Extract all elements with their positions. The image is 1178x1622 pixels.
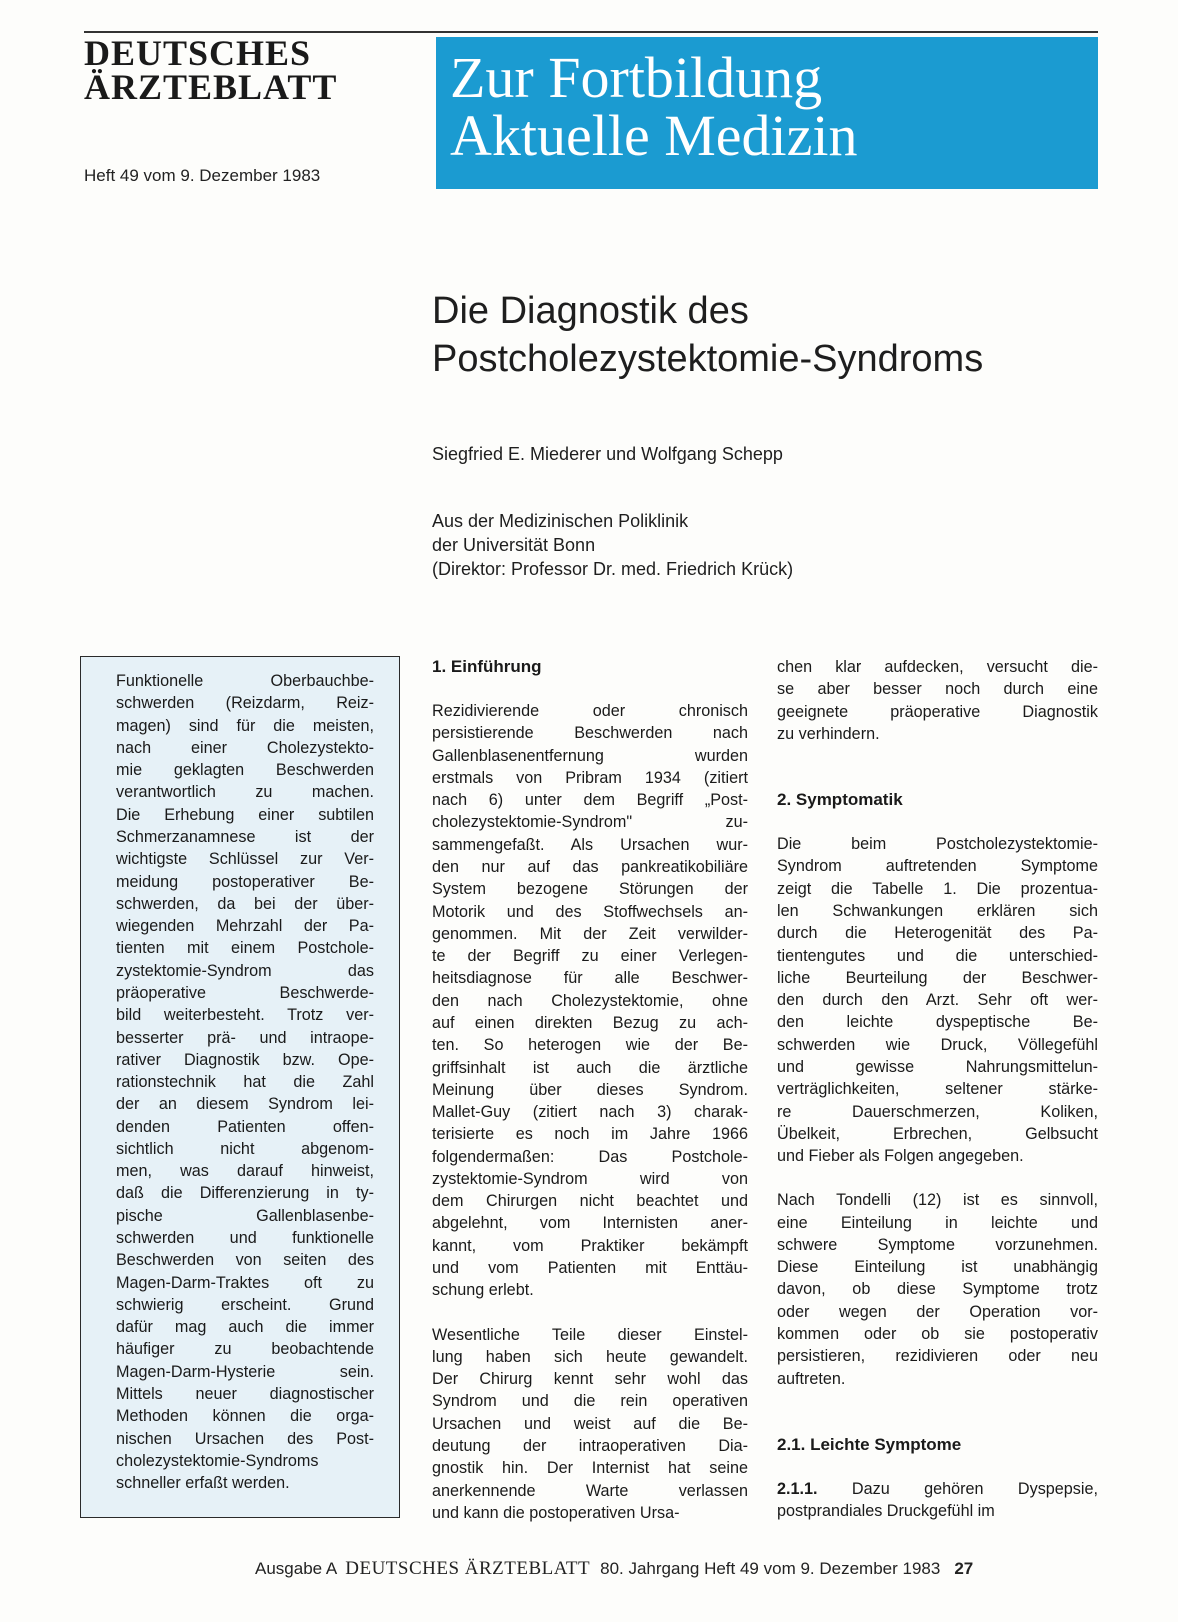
abstract-text (116, 670, 374, 1494)
text-line: magen) sind für die meisten, (116, 716, 374, 735)
text-line: sichtlich nicht abgenom- (116, 1139, 374, 1158)
text-line: persistierende Beschwerden nach (432, 724, 748, 743)
text-line: schwerden wie Druck, Völlegefühl (777, 1035, 1098, 1054)
text-line: bild weiterbesteht. Trotz ver- (116, 1006, 374, 1025)
text-line: verträglichkeiten, seltener stärke- (777, 1080, 1098, 1099)
text-line: meidung postoperativer Be- (116, 872, 374, 891)
text-line: oder wegen der Operation vor- (777, 1302, 1098, 1321)
text-line: len Schwankungen erklären sich (777, 901, 1098, 920)
text-line: und vom Patienten mit Enttäu- (432, 1259, 748, 1278)
page-footer (255, 1558, 1098, 1580)
text-line: Rezidivierende oder chronisch (432, 702, 748, 720)
text-line: präoperative Beschwerde- (116, 983, 374, 1002)
text-line: persistieren, rezidivieren oder neu (777, 1347, 1098, 1366)
text-line: Syndrom auftretenden Symptome (777, 857, 1098, 876)
text-line: sammengefaßt. Als Ursachen wur- (432, 835, 748, 854)
text-line: schwere Symptome vorzunehmen. (777, 1235, 1098, 1254)
text-line: Methoden können die orga- (116, 1407, 374, 1426)
text-line: auftreten. (777, 1369, 846, 1388)
text-line: daß die Differenzierung in ty- (116, 1184, 374, 1203)
text-line: dafür mag auch die immer (116, 1318, 374, 1337)
text-line: Schmerzanamnese ist der (116, 827, 374, 846)
text-line: Die beim Postcholezystektomie- (777, 835, 1098, 854)
text-line: geeignete präoperative Diagnostik (777, 702, 1098, 721)
affiliation-line: (Direktor: Professor Dr. med. Friedrich Krück) (432, 559, 794, 579)
footer-volume: 80. Jahrgang Heft 49 vom 9. Dezember 1983 (600, 1559, 941, 1578)
text-line: postprandiales Druckgefühl im (777, 1502, 995, 1521)
text-line: zeigt die Tabelle 1. Die prozentua- (777, 879, 1098, 898)
article-title-line2: Postcholezystektomie-Syndroms (432, 338, 984, 380)
paragraph (432, 1324, 748, 1525)
footer-journal: DEUTSCHES ÄRZTEBLATT (345, 1558, 591, 1579)
section-heading-introduction: 1. Einführung (432, 657, 542, 676)
text-line: den durch den Arzt. Sehr oft wer- (777, 991, 1098, 1010)
text-line: pische Gallenblasenbe- (116, 1206, 374, 1225)
text-line: Beschwerden von seiten des (116, 1251, 374, 1270)
page-number: 27 (954, 1559, 974, 1578)
text-line: gnostik hin. Der Internist hat seine (432, 1459, 748, 1478)
text-line: besserter prä- und intraope- (116, 1028, 374, 1047)
footer-edition: Ausgabe A (255, 1559, 338, 1578)
text-line: schwerden (Reizdarm, Reiz- (116, 694, 374, 713)
text-line: schwerden, da bei der über- (116, 894, 374, 913)
text-line: Syndrom und die rein operativen (432, 1392, 748, 1411)
text-line: liche Beurteilung der Beschwer- (777, 968, 1098, 987)
text-line: wichtigste Schlüssel zur Ver- (116, 850, 374, 869)
text-line: cholezystektomie-Syndroms (116, 1451, 319, 1470)
section-title-line1: Zur Fortbildung (450, 45, 823, 110)
text-line: Übelkeit, Erbrechen, Gelbsucht (777, 1124, 1098, 1143)
text-line: verantwortlich zu machen. (116, 783, 374, 802)
text-line: Der Chirurg kennt sehr wohl das (432, 1370, 748, 1389)
text-line: rativer Diagnostik bzw. Ope- (116, 1050, 374, 1069)
text-line: auf einen direkten Bezug zu ach- (432, 1013, 748, 1032)
text-line: kannt, vom Praktiker bekämpft (432, 1236, 748, 1255)
text-line: schung erlebt. (432, 1281, 534, 1300)
text-line: tientengutes und die unterschied- (777, 946, 1098, 965)
text-line (777, 1478, 1098, 1500)
text-line: re Dauerschmerzen, Koliken, (777, 1102, 1098, 1121)
text-line: nach einer Cholezystekto- (116, 738, 374, 757)
text-line: der an diesem Syndrom lei- (116, 1095, 374, 1114)
journal-name-line2: ÄRZTEBLATT (84, 67, 338, 107)
text-line: Meinung über dieses Syndrom. (432, 1080, 748, 1099)
text-line: schneller erfaßt werden. (116, 1474, 290, 1493)
paragraph (432, 700, 748, 1302)
text-line: durch die Heterogenität des Pa- (777, 924, 1098, 943)
section-heading-symptomatik: 2. Symptomatik (777, 790, 903, 810)
text-line: den nach Cholezystektomie, ohne (432, 991, 748, 1010)
text-line: häufiger zu beobachtende (116, 1340, 374, 1359)
issue-date: Heft 49 vom 9. Dezember 1983 (84, 166, 321, 185)
text-line: schwierig erscheint. Grund (116, 1295, 374, 1314)
text-line: und kann die postoperativen Ursa- (432, 1503, 680, 1522)
text-line: chen klar aufdecken, versucht die- (777, 658, 1098, 676)
text-line: kommen oder ob sie postoperativ (777, 1325, 1098, 1344)
text-line: nischen Ursachen des Post- (116, 1429, 374, 1448)
article-title-line1: Die Diagnostik des (432, 290, 749, 332)
text-line: Motorik und des Stoffwechsels an- (432, 902, 748, 921)
text-line: Wesentliche Teile dieser Einstel- (432, 1325, 748, 1344)
text-line: men, was darauf hinweist, (116, 1162, 374, 1181)
text-line: Die Erhebung einer subtilen (116, 805, 374, 824)
text-line: zystektomie-Syndrom das (116, 961, 374, 980)
text-fragment: Dazu gehören Dyspepsie, (817, 1479, 1098, 1498)
text-line: se aber besser noch durch eine (777, 680, 1098, 699)
article-authors: Siegfried E. Miederer und Wolfgang Schepp (432, 444, 783, 464)
text-line: und Fieber als Folgen angegeben. (777, 1147, 1024, 1166)
text-line: davon, ob diese Symptome trotz (777, 1280, 1098, 1299)
text-line: zu verhindern. (777, 724, 880, 743)
paragraph-number: 2.1.1. (777, 1479, 818, 1498)
paragraph (777, 656, 1098, 745)
text-line: Magen-Darm-Hysterie sein. (116, 1362, 374, 1381)
text-column-1 (432, 656, 748, 1524)
paragraph (777, 833, 1098, 1167)
text-line: zystektomie-Syndrom wird von (432, 1169, 748, 1188)
text-line: nach 6) unter dem Begriff „Post- (432, 791, 748, 810)
affiliation-line: der Universität Bonn (432, 535, 596, 555)
text-line: und gewisse Nahrungsmittelun- (777, 1057, 1098, 1076)
text-line: den nur auf das pankreatikobiliäre (432, 857, 748, 876)
text-line: den leichte dyspeptische Be- (777, 1013, 1098, 1032)
text-line: Gallenblasenentfernung wurden (432, 746, 748, 765)
text-line: cholezystektomie-Syndrom" zu- (432, 813, 748, 832)
paragraph (777, 1478, 1098, 1523)
text-line: rationstechnik hat die Zahl (116, 1073, 374, 1092)
text-line: denden Patienten offen- (116, 1117, 374, 1136)
text-line: Ursachen und weist auf die Be- (432, 1414, 748, 1433)
text-line: folgendermaßen: Das Postchole- (432, 1147, 748, 1166)
text-line: schwerden und funktionelle (116, 1229, 374, 1248)
text-line: heitsdiagnose für alle Beschwer- (432, 969, 748, 988)
text-line: erstmals von Pribram 1934 (zitiert (432, 768, 748, 787)
section-banner (436, 37, 1098, 189)
text-line: anerkennende Warte verlassen (432, 1481, 748, 1500)
text-line: Magen-Darm-Traktes oft zu (116, 1273, 374, 1292)
text-line: eine Einteilung in leichte und (777, 1213, 1098, 1232)
text-line: ten. So heterogen wie der Be- (432, 1036, 748, 1055)
text-line: Mittels neuer diagnostischer (116, 1385, 374, 1403)
text-line: Funktionelle Oberbauchbe- (116, 672, 374, 690)
text-line: mie geklagten Beschwerden (116, 761, 374, 780)
text-line: te der Begriff zu einer Verlegen- (432, 947, 748, 966)
text-line: Nach Tondelli (12) ist es sinnvoll, (777, 1191, 1098, 1210)
article-affiliation (432, 509, 793, 581)
text-line: wiegenden Mehrzahl der Pa- (116, 917, 374, 936)
text-line: Diese Einteilung ist unabhängig (777, 1258, 1098, 1277)
article-title (432, 287, 983, 383)
section-heading-leichte-symptome: 2.1. Leichte Symptome (777, 1434, 962, 1454)
paragraph (777, 1189, 1098, 1390)
text-line: terisierte es noch im Jahre 1966 (432, 1125, 748, 1144)
text-line: abgelehnt, vom Internisten aner- (432, 1214, 748, 1233)
text-column-2 (777, 656, 1098, 1522)
section-title-line2: Aktuelle Medizin (450, 103, 858, 168)
text-line: System bezogene Störungen der (432, 880, 748, 899)
journal-name-line1: DEUTSCHES (84, 33, 312, 73)
text-line: Mallet-Guy (zitiert nach 3) charak- (432, 1103, 748, 1122)
text-line: lung haben sich heute gewandelt. (432, 1347, 748, 1366)
text-line: dem Chirurgen nicht beachtet und (432, 1192, 748, 1211)
journal-masthead (84, 33, 338, 107)
affiliation-line: Aus der Medizinischen Poliklinik (432, 511, 689, 531)
text-line: tienten mit einem Postchole- (116, 939, 374, 958)
text-line: griffsinhalt ist auch die ärztliche (432, 1058, 748, 1077)
text-line: deutung der intraoperativen Dia- (432, 1437, 748, 1455)
text-line: genommen. Mit der Zeit verwilder- (432, 924, 748, 943)
